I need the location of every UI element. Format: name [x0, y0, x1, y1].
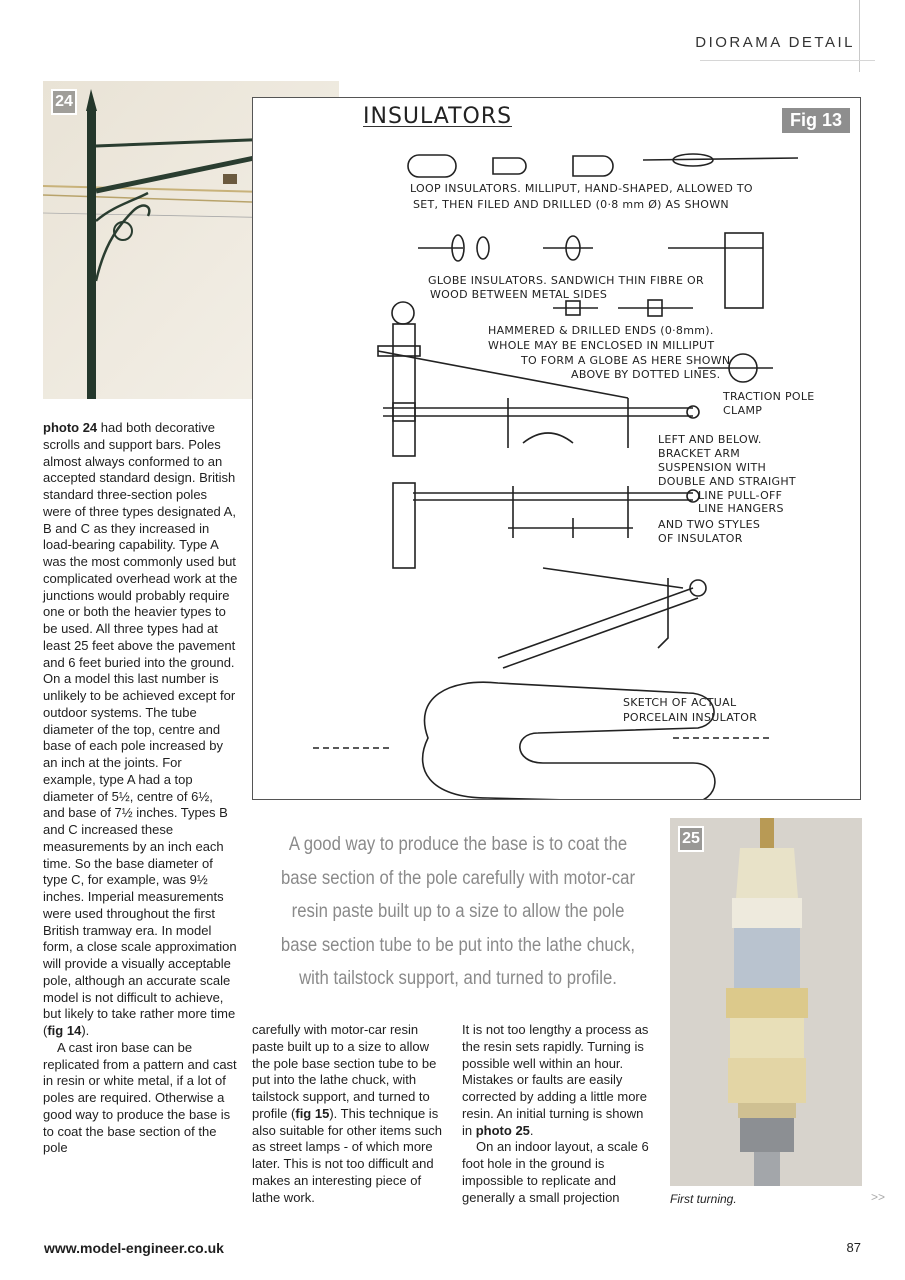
first-turning-photo — [670, 818, 862, 1186]
text: . — [529, 1122, 534, 1138]
note-hammer-2: WHOLE MAY BE ENCLOSED IN MILLIPUT — [488, 339, 715, 352]
column-2-text — [252, 1022, 448, 1206]
note-clamp-2: CLAMP — [723, 404, 763, 417]
column-3-text — [462, 1022, 656, 1206]
figure-title: INSULATORS — [363, 104, 513, 129]
text: ). This technique is also suitable for other items such as street lamps - of which more later. This is not too difficult and makes an interesting piece of lathe work. — [252, 1105, 443, 1205]
note-bracket-3: SUSPENSION WITH — [658, 461, 767, 474]
header-divider-vertical — [859, 0, 860, 72]
header-divider-horizontal — [700, 60, 875, 61]
text: had both decorative scrolls and support bars. Poles almost always conformed to an accepted standard design. British standard three-section poles were of three types designated A, B and C as they increased in load-bearing capability. Type A was the most commonly used but complicated overhead work at the junctions would probably require one or both the heavier types to be used. All three types had at least 25 feet above the pavement and 6 feet buried into the ground. On a model this last number is unlikely to be achieved except for outdoor systems. The tube diameter of the top, centre and base of each pole increased by an inch at the joints. For example, type A had a top diameter of 5½, centre of 6½, and base of 7½ inches. Types B and C increased these measurements by an inch each time. So the base diameter of type C, for example, was 9½ inches. Imperial measurements were used throughout the first British tramway era. In model form, a close scale approximation will provide a visually acceptable pole, although an accurate scale model is not difficult to achieve, but likely to take rather more time ( — [43, 420, 238, 1038]
note-bracket-1: LEFT AND BELOW. — [658, 433, 762, 446]
note-hammer-4: ABOVE BY DOTTED LINES. — [571, 368, 721, 381]
footer-url[interactable]: www.model-engineer.co.uk — [44, 1240, 224, 1256]
paragraph — [43, 420, 238, 1040]
note-hammer-1: HAMMERED & DRILLED ENDS (0·8mm). — [488, 324, 714, 337]
fig-ref: fig 14 — [47, 1023, 82, 1038]
paragraph — [252, 1022, 448, 1206]
column-1-text — [43, 420, 238, 1157]
text: ). — [81, 1023, 90, 1038]
figure-13-insulators — [252, 97, 861, 800]
photo-25 — [670, 818, 862, 1186]
note-bracket-2: BRACKET ARM — [658, 447, 741, 460]
section-title: DIORAMA DETAIL — [695, 34, 855, 51]
note-bracket-7: AND TWO STYLES — [658, 518, 761, 531]
pull-quote: A good way to produce the base is to coat the base section of the pole carefully with motor-car resin paste built up to a size to allow the pole base section tube to be put into the lathe chuck, with tailstock support, and turned to profile. — [280, 834, 636, 989]
photo-25-badge: 25 — [678, 826, 704, 852]
photo-25-caption: First turning. — [670, 1192, 737, 1206]
note-sketch-2: PORCELAIN INSULATOR — [623, 711, 758, 724]
photo-24-badge: 24 — [51, 89, 77, 115]
figure-label: Fig 13 — [782, 108, 850, 133]
paragraph — [462, 1022, 656, 1139]
note-bracket-6: LINE HANGERS — [698, 502, 784, 515]
note-loop-1: LOOP INSULATORS. MILLIPUT, HAND-SHAPED, ALLOWED TO — [410, 182, 753, 195]
note-bracket-4: DOUBLE AND STRAIGHT — [658, 475, 796, 488]
photo-ref: photo 24 — [43, 420, 98, 435]
note-hammer-3: TO FORM A GLOBE AS HERE SHOWN — [521, 354, 731, 367]
continue-arrows: >> — [870, 1190, 885, 1204]
note-bracket-8: OF INSULATOR — [658, 532, 743, 545]
note-clamp-1: TRACTION POLE — [723, 390, 815, 403]
note-bracket-5: LINE PULL-OFF — [698, 489, 783, 502]
photo-ref: photo 25 — [475, 1122, 530, 1138]
text: It is not too lengthy a process as the resin sets rapidly. Turning is possible well within an hour. Mistakes or faults are easily corrected by adding a little more resin. An initial turning is shown in — [462, 1022, 649, 1138]
note-globe-2: WOOD BETWEEN METAL SIDES — [430, 288, 608, 301]
note-loop-2: SET, THEN FILED AND DRILLED (0·8 mm Ø) AS SHOWN — [413, 198, 729, 211]
paragraph: On an indoor layout, a scale 6 foot hole in the ground is impossible to replicate and generally a small projection — [462, 1139, 649, 1205]
text: carefully with motor-car resin paste built up to a size to allow the pole base section tube to be put into the lathe chuck, with tailstock support, and turned to profile ( — [252, 1022, 437, 1121]
fig-ref: fig 15 — [295, 1105, 330, 1121]
page-number: 87 — [846, 1240, 861, 1255]
note-sketch-1: SKETCH OF ACTUAL — [623, 696, 737, 709]
paragraph: A cast iron base can be replicated from a pattern and cast in resin or white metal, if a lot of poles are required. Otherwise a good way to produce the base is to coat the base section of the pole — [43, 1039, 237, 1156]
note-globe-1: GLOBE INSULATORS. SANDWICH THIN FIBRE OR — [428, 274, 704, 287]
